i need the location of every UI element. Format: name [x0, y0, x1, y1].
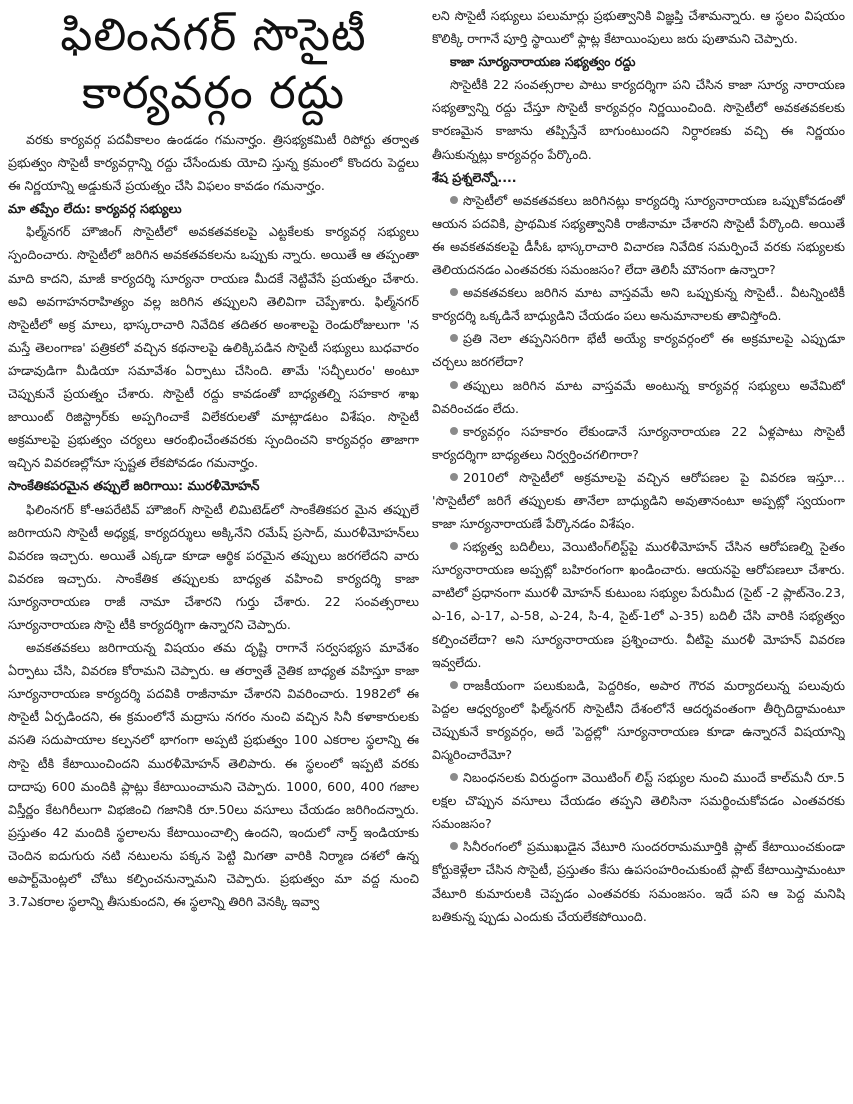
bullet-icon: [450, 288, 458, 296]
subhead-no-fault: మా తప్పేం లేదు: కార్యవర్గ సభ్యులు: [8, 201, 182, 217]
bullet-icon: [450, 334, 458, 342]
question-item: [432, 189, 845, 281]
subhead-membership-cancelled: కాజా సూర్యనారాయణ సభ్యత్వం రద్దు: [450, 54, 636, 70]
bullet-icon: [450, 427, 458, 435]
question-text: సినీరంగంలో ప్రముఖుడైన వేటూరి సుందరరామమూర్తికి ప్లాట్ కేటాయించకుండా కోర్టుకెళ్లేలా చేసిన సొసైటీ, ప్రస్తుతం కేసు ఉపసంహరించుకుంటే ప్లాట్ కేటాయిస్తామంటూ వేటూరి కుమారులకి చెప్పడం ఎంతవరకు సమంజసం. ఇదే పని ఆ పెద్ద మనిషి బతికున్న ప్పుడు ఎందుకు చేయలేకపోయింది.: [432, 839, 845, 924]
question-text: తప్పులు జరిగిన మాట వాస్తవమే అంటున్న కార్యవర్గ సభ్యులు అవేమిటో వివరించడం లేదు.: [432, 377, 845, 416]
question-item: [432, 420, 845, 466]
question-item: [432, 674, 845, 766]
question-item: [432, 281, 845, 327]
right-column: [432, 4, 845, 1100]
committee-response-paragraph: ఫిల్మ్‌నగర్ హౌజింగ్ సొసైటీలో అవకతవకలపై ఎట్టకేలకు కార్యవర్గ సభ్యులు స్పందించారు. సొసైటీలో జరిగిన అవకతవకలను ఒప్పుకు న్నారు. అయితే ఆ తప్పంతా మాది కాదని, మాజీ కార్యదర్శి సూర్యనా రాయణ మీదకే నెట్టివేసే ప్రయత్నం చేశారు. అవి అవగాహనరాహిత్యం వల్ల జరిగిన తప్పులని తెలివిగా చెప్పేశారు. ఫిల్మ్‌నగర్ సొసైటీలో అక్ర మాలు, భాస్కరాచారి నివేదిక తదితర అంశాలపై రెండురోజులుగా 'న మస్తే తెలంగాణ' పత్రికలో వచ్చిన కథనాలపై ఉలిక్కిపడిన సొసైటీ సభ్యులు బుధవారం హడావుడిగా మీడియా సమావేశం ఏర్పాటు చేసింది. తామే 'సచ్ఛీలురం' అంటూ చెప్పుకునే ప్రయత్నం చేశారు. సొసైటీ రద్దు కావడంతో బాధ్యతల్ని సహకార శాఖ జాయింట్ రిజిస్ట్రార్‌కు అప్పగించాకే విలేకరులతో మాట్లాడటం విశేషం. సొసైటీ అక్రమాలపై ప్రభుత్వం చర్యలు ఆరంభించేంతవరకు స్పందించని కార్యవర్గం తాజాగా ఇచ్చిన వివరణల్లోనూ స్పష్టత లేకపోవడం గమనార్హం.: [8, 224, 419, 471]
bullet-icon: [450, 473, 458, 481]
question-text: అవకతవకలు జరిగిన మాట వాస్తవమే అని ఒప్పుకున్న సొసైటీ.. వీటన్నింటికీ కార్యదర్శి ఒక్కడినే బాధ్యుడిని చేయడం పలు అనుమానాలకు తావిస్తోంది.: [432, 285, 845, 324]
subhead-technical-errors: సాంకేతికపరమైన తప్పులే జరిగాయి: మురళీమోహన్: [8, 478, 260, 494]
question-item: [432, 374, 845, 420]
headline: [8, 6, 419, 122]
subhead-questions: శేష ప్రశ్నలెన్నో....: [432, 169, 517, 185]
bullet-icon: [450, 681, 458, 689]
society-history-paragraph: అవకతవకలు జరిగాయన్న విషయం తమ దృష్టి రాగానే సర్వసభ్యస మావేశం ఏర్పాటు చేసి, వివరణ కోరామని చెప్పారు. ఆ తర్వాతే నైతిక బాధ్యత వహిస్తూ కాజా సూర్యనారాయణ కార్యదర్శి పదవికి రాజీనామా చేశారని వివరించారు. 1982లో ఈ సొసైటీ ఏర్పడిందని, ఈ క్రమంలోనే మద్రాసు నగరం నుంచి వచ్చిన సినీ కళాకారులకు వసతి సదుపాయాల కల్పనలో భాగంగా అప్పటి ప్రభుత్వం 100 ఎకరాల స్థలాన్ని ఈ సొసై టీకి కేటాయించిందని మురళీమోహన్ తెలిపారు. ఈ స్థలంలో ఇప్పటి వరకు దాదాపు 600 మందికి ప్లాట్లు కేటాయించామని చెప్పారు. 1000, 600, 400 గజాల విస్తీర్ణం కేటగిరీలుగా విభజించి గజానికి రూ.50లు వసూలు చేయడం జరిగిందన్నారు. ప్రస్తుతం 42 మందికి స్థలాలను కేటాయించాల్సి ఉందని, ఇందులో నార్త్ ఇండియాకు చెందిన ఐదుగురు నటి నటులను పక్కన పెట్టి మిగతా వారికి నిర్మాణ దశలో ఉన్న అపార్ట్‌మెంట్లలో చోటు కల్పించనున్నామని చెప్పారు. ప్రభుత్వం మా వద్ద నుంచి 3.7ఎకరాల స్థలాన్ని తీసుకుందని, ఈ స్థలాన్ని తిరిగి వెనక్కి ఇవ్వా: [8, 640, 419, 910]
question-item: [432, 466, 845, 535]
headline-line-2: కార్యవర్గం రద్దు: [81, 66, 346, 119]
question-item: [432, 835, 845, 927]
question-text: సభ్యత్వ బదిలీలు, వెయిటింగ్‌లిస్ట్‌పై మురళీమోహన్ చేసిన ఆరోపణల్ని సైతం సూర్యనారాయణ అప్పట్లో బహిరంగంగా ఖండించారు. ఆయనపై ఆరోపణలూ చేశారు. వాటిలో ప్రధానంగా మురళీ మోహన్ కుటుంబ సభ్యుల పేరుమీద (సైట్ -2 ప్లాట్‌నెం.23, ఎ-16, ఎ-17, ఎ-58, ఎ-24, సి-4, సైట్-1లో ఎ-35) బదిలీ చేసి వారికి సభ్యత్వం కల్పించలేదా? అని సూర్యనారాయణ ప్రశ్నించారు. వీటిపై మురళీ మోహన్ వివరణ ఇవ్వలేదు.: [432, 539, 845, 670]
question-text: 2010లో సొసైటీలో అక్రమాలపై వచ్చిన ఆరోపణల పై వివరణ ఇస్తూ... 'సొసైటీలో జరిగే తప్పులకు తానేలా బాధ్యుడిని అవుతానంటూ అప్పట్లో స్వయంగా కాజా సూర్యనారాయణే పేర్కొనడం విశేషం.: [432, 469, 845, 532]
intro-paragraph: వరకు కార్యవర్గ పదవీకాలం ఉండడం గమనార్హం. త్రిసభ్యకమిటీ రిపోర్టు తర్వాత ప్రభుత్వం సొసైటీ కార్యవర్గాన్ని రద్దు చేసేందుకు యోచి స్తున్న క్రమంలో కొందరు పెద్దలు ఈ నిర్ణయాన్ని అడ్డుకునే ప్రయత్నం చేసి విఫలం కావడం గమనార్హం.: [8, 132, 419, 194]
question-text: సొసైటీలో అవకతవకలు జరిగినట్లు కార్యదర్శి సూర్యనారాయణ ఒప్పుకోవడంతో ఆయన పదవికి, ప్రాథమిక సభ్యత్వానికి రాజీనామా చేశారని సొసైటీ పేర్కొంది. అయితే ఈ అవకతవకలపై డీసీఓ భాస్కరాచారి విచారణ నివేదిక సమర్పించే వరకు సభ్యులకు తెలియదనడం ఎంతవరకు సమంజసం? లేదా తెలిసీ మౌనంగా ఉన్నారా?: [432, 192, 845, 278]
bullet-icon: [450, 542, 458, 550]
question-item: [432, 327, 845, 373]
bullet-icon: [450, 196, 458, 204]
bullet-icon: [450, 773, 458, 781]
murali-mohan-paragraph: ఫిలింనగర్ కో-ఆపరేటివ్ హౌజింగ్ సొసైటీ లిమిటెడ్‌లో సాంకేతికపర మైన తప్పులే జరిగాయని సొసైటీ అధ్యక్ష, కార్యదర్శులు అక్కినేని రమేష్ ప్రసాద్, మురళీమోహన్‌లు వివరణ ఇచ్చారు. అయితే ఎక్కడా కూడా ఆర్థిక పరమైన తప్పులు జరగలేదని వారు వివరణ ఇచ్చారు. సాంకేతిక తప్పులకు బాధ్యత వహించి కార్యదర్శి కాజా సూర్యనారాయణ రాజీ నామా చేశారని గుర్తు చేశారు. 22 సంవత్సరాలు సూర్యనారాయణ సొసై టీకి కార్యదర్శిగా ఉన్నారని చెప్పారు.: [8, 501, 419, 632]
membership-paragraph: సొసైటీకి 22 సంవత్సరాల పాటు కార్యదర్శిగా పని చేసిన కాజా సూర్య నారాయణ సభ్యత్వాన్ని రద్దు చేస్తూ సొసైటీ కార్యవర్గం నిర్ణయించింది. సొసైటీలో అవకతవకలకు కారణమైన కాజాను తప్పిస్తేనే బాగుంటుందని నిర్ధారణకు వచ్చి ఈ నిర్ణయం తీసుకున్నట్లు కార్యవర్గం పేర్కొంది.: [432, 77, 845, 162]
bullet-icon: [450, 842, 458, 850]
bullet-icon: [450, 381, 458, 389]
question-text: ప్రతి నెలా తప్పనిసరిగా భేటీ అయ్యే కార్యవర్గంలో ఈ అక్రమాలపై ఎప్పుడూ చర్చలు జరగలేదా?: [432, 331, 845, 370]
question-text: రాజకీయంగా పలుకుబడి, పెద్దరికం, అపార గౌరవ మర్యాదలున్న పలువురు పెద్దల ఆధ్వర్యంలో ఫిల్మ్‌నగర్ సొసైటీని దేశంలోనే ఆదర్శవంతంగా తీర్చిదిద్దామంటూ చెప్పుకునే కార్యవర్గం, అదే 'పెద్దల్లో' సూర్యనారాయణ కూడా ఉన్నారనే విషయాన్ని విస్మరించారేమో?: [432, 677, 845, 762]
question-text: కార్యవర్గం సహకారం లేకుండానే సూర్యనారాయణ 22 ఏళ్లపాటు సొసైటీ కార్యదర్శిగా బాధ్యతలు నిర్వర్తించగలిగారా?: [432, 423, 845, 462]
question-text: నిబంధనలకు విరుద్ధంగా వెయిటింగ్ లిస్ట్ సభ్యుల నుంచి ముందే కాల్‌మనీ రూ.5 లక్షల చొప్పున వసూలు చేయడం తప్పని తెలిసినా సమర్థించుకోవడం ఎంతవరకు సమంజసం?: [432, 770, 845, 832]
continued-paragraph: లని సొసైటీ సభ్యులు పలుమార్లు ప్రభుత్వానికి విజ్ఞప్తి చేశామన్నారు. ఆ స్థలం విషయం కొలిక్కి రాగానే పూర్తి స్థాయిలో ఫ్లాట్ల కేటాయింపులు జరు పుతామని చెప్పారు.: [432, 8, 845, 47]
question-item: [432, 535, 845, 674]
question-item: [432, 766, 845, 835]
headline-line-1: ఫిలింనగర్ సొసైటీ: [60, 8, 367, 61]
left-column: [8, 4, 419, 1100]
